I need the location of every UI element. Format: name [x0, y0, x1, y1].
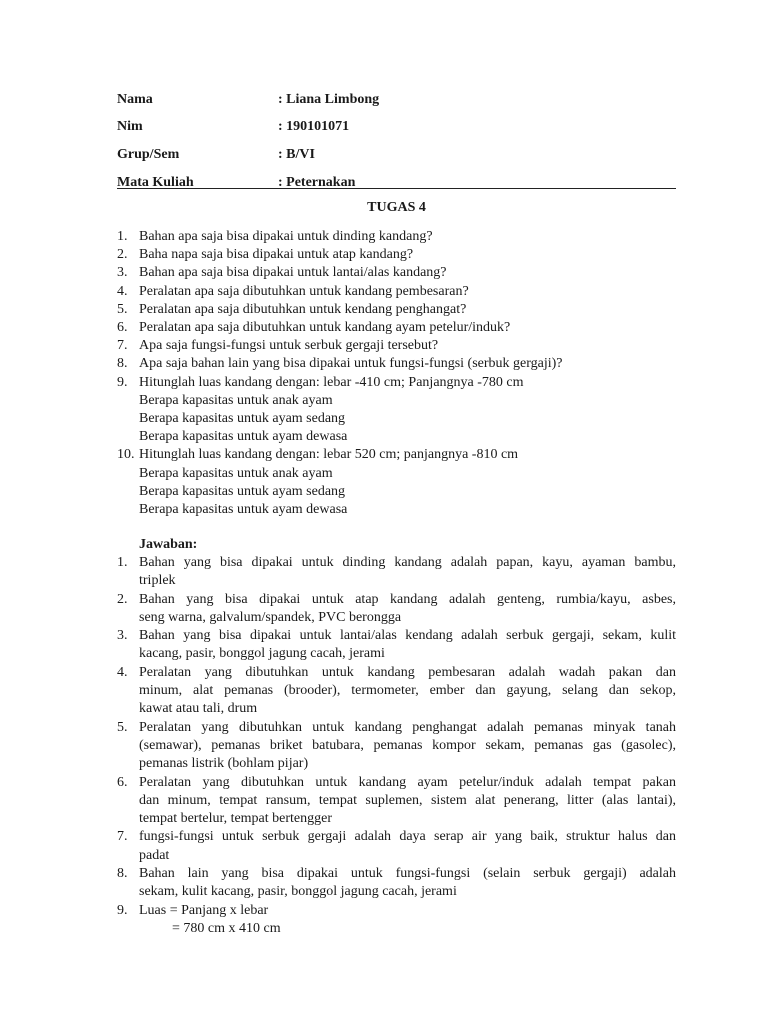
question-number: 6.	[117, 320, 128, 336]
question-item	[117, 246, 677, 264]
question-text: Hitunglah luas kandang dengan: lebar -410 cm; Panjangnya -780 cm	[139, 374, 524, 390]
answer-item	[117, 627, 676, 663]
info-row	[117, 169, 677, 197]
question-number: 5.	[117, 301, 128, 317]
answer-item	[117, 774, 676, 828]
answer-line: pemanas listrik (bohlam pijar)	[139, 756, 309, 772]
question-text: Peralatan apa saja dibutuhkan untuk kendang penghangat?	[139, 301, 467, 317]
info-row	[117, 86, 677, 114]
question-item	[117, 446, 677, 464]
answers-heading: Jawaban:	[139, 537, 198, 552]
question-item	[117, 228, 677, 246]
student-info	[117, 86, 677, 196]
question-item	[117, 355, 677, 373]
info-label: Nim	[117, 119, 143, 135]
header-divider	[117, 188, 676, 189]
info-value: : Peternakan	[278, 174, 356, 190]
question-text: Bahan apa saja bisa dipakai untuk dinding kandang?	[139, 229, 433, 244]
question-subitem: Berapa kapasitas untuk ayam dewasa	[139, 429, 348, 445]
answer-line: padat	[139, 847, 170, 863]
question-item	[117, 301, 677, 319]
question-item	[117, 283, 677, 301]
answer-line: Bahan lain yang bisa dipakai untuk fungsi-fungsi (selain serbuk gergaji) adalah	[139, 866, 676, 882]
answer-line: Peralatan yang dibutuhkan untuk kandang pembesaran adalah wadah pakan dan	[139, 665, 676, 681]
assignment-title: TUGAS 4	[367, 200, 426, 215]
answer-line: Luas = Panjang x lebar	[139, 902, 269, 918]
answer-number: 5.	[117, 719, 128, 735]
question-list	[117, 228, 677, 519]
answer-line: (semawar), pemanas briket batubara, pemanas kompor sekam, pemanas gas (gasolec),	[139, 737, 676, 753]
info-value: : Liana Limbong	[278, 91, 380, 107]
answer-text	[139, 627, 676, 663]
answer-item	[117, 865, 676, 901]
answer-number: 4.	[117, 665, 128, 681]
answer-item	[117, 591, 676, 627]
question-number: 3.	[117, 265, 128, 281]
question-number: 9.	[117, 374, 128, 390]
question-number: 7.	[117, 338, 128, 354]
answer-number: 1.	[117, 555, 128, 570]
answer-item	[117, 554, 676, 590]
answer-number: 2.	[117, 591, 128, 607]
answer-line: triplek	[139, 573, 176, 589]
answer-item	[117, 664, 676, 718]
info-label: Grup/Sem	[117, 146, 180, 162]
question-text: Apa saja fungsi-fungsi untuk serbuk gergaji tersebut?	[139, 338, 439, 354]
question-item	[117, 264, 677, 282]
question-item	[117, 374, 677, 392]
answer-item	[117, 902, 676, 920]
question-number: 2.	[117, 247, 128, 263]
answer-line: minum, alat pemanas (brooder), termometer, ember dan gayung, selang dan sekop,	[139, 683, 676, 699]
answer-line: sekam, kulit kacang, pasir, bonggol jagung cacah, jerami	[139, 884, 457, 900]
answer-line: Bahan yang bisa dipakai untuk lantai/alas kendang adalah serbuk gergaji, sekam, kulit	[139, 628, 676, 644]
answer-text	[139, 902, 676, 920]
answer-text	[139, 774, 676, 828]
answer-number: 8.	[117, 866, 128, 882]
answer-line: tempat bertelur, tempat bertengger	[139, 810, 333, 826]
question-subitem: Berapa kapasitas untuk ayam dewasa	[139, 502, 348, 518]
info-value: : B/VI	[278, 146, 315, 162]
answer-number: 6.	[117, 774, 128, 790]
question-subitem: Berapa kapasitas untuk ayam sedang	[139, 483, 346, 499]
answer-text	[139, 591, 676, 627]
answer-text	[139, 719, 676, 773]
answer-list	[117, 554, 676, 938]
answer-line: Peralatan yang dibutuhkan untuk kandang penghangat adalah pemanas minyak tanah	[139, 719, 676, 735]
answer-text	[139, 828, 676, 864]
question-text: Peralatan apa saja dibutuhkan untuk kandang pembesaran?	[139, 283, 469, 299]
info-value: : 190101071	[278, 119, 350, 135]
answer-line: fungsi-fungsi untuk serbuk gergaji adalah daya serap air yang baik, struktur halus dan	[139, 829, 676, 845]
question-text: Apa saja bahan lain yang bisa dipakai untuk fungsi-fungsi (serbuk gergaji)?	[139, 356, 563, 372]
answer-line: Bahan yang bisa dipakai untuk atap kandang adalah genteng, rumbia/kayu, asbes,	[139, 591, 676, 607]
answer-item	[117, 828, 676, 864]
answer-line: Bahan yang bisa dipakai untuk dinding kandang adalah papan, kayu, ayaman bambu,	[139, 555, 676, 570]
question-number: 8.	[117, 356, 128, 372]
answer-text	[139, 865, 676, 901]
answer-number: 3.	[117, 628, 128, 644]
answer-text	[139, 554, 676, 590]
answer-line: kacang, pasir, bonggol jagung cacah, jerami	[139, 646, 385, 662]
answer-number: 9.	[117, 902, 128, 918]
question-subitem: Berapa kapasitas untuk anak ayam	[139, 465, 333, 481]
answer-line: Peralatan yang dibutuhkan untuk kandang ayam petelur/induk adalah tempat pakan	[139, 774, 676, 790]
answer-line: seng warna, galvalum/spandek, PVC berongga	[139, 609, 402, 625]
question-subitem: Berapa kapasitas untuk anak ayam	[139, 392, 333, 408]
question-number: 4.	[117, 283, 128, 299]
answer-text	[139, 664, 676, 718]
info-row	[117, 141, 677, 169]
question-subitem: Berapa kapasitas untuk ayam sedang	[139, 411, 346, 427]
question-text: Peralatan apa saja dibutuhkan untuk kandang ayam petelur/induk?	[139, 320, 511, 336]
info-label: Mata Kuliah	[117, 174, 194, 190]
question-item	[117, 319, 677, 337]
question-number: 1.	[117, 229, 128, 244]
info-row	[117, 114, 677, 142]
info-label: Nama	[117, 91, 153, 107]
question-item	[117, 337, 677, 355]
question-text: Hitunglah luas kandang dengan: lebar 520 cm; panjangnya -810 cm	[139, 447, 519, 463]
question-number: 10.	[117, 447, 135, 463]
question-text: Bahan apa saja bisa dipakai untuk lantai/alas kandang?	[139, 265, 447, 281]
answer-number: 7.	[117, 829, 128, 845]
question-text: Baha napa saja bisa dipakai untuk atap kandang?	[139, 247, 414, 263]
answer-line: dan minum, tempat ransum, tempat suplemen, sistem alat penerang, litter (alas lantai),	[139, 792, 676, 808]
answer-item	[117, 719, 676, 773]
answer-continuation: = 780 cm x 410 cm	[172, 921, 281, 937]
answer-line: kawat atau tali, drum	[139, 701, 258, 717]
